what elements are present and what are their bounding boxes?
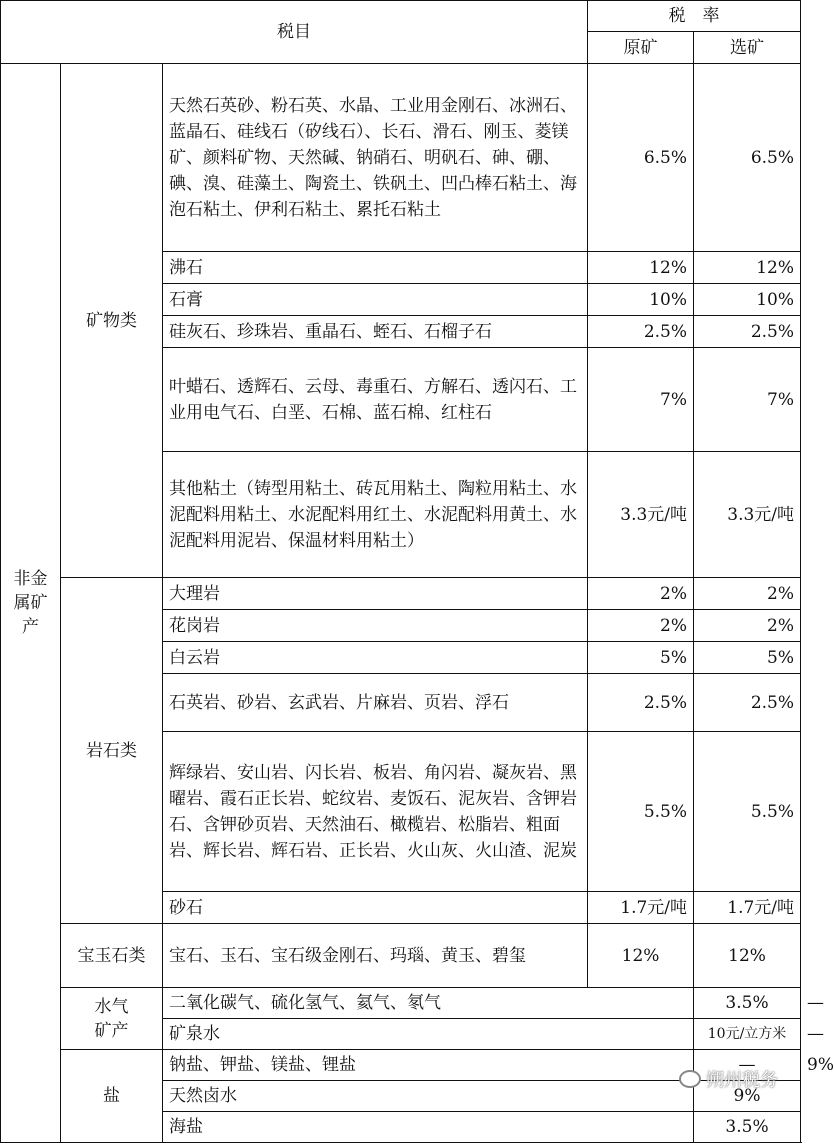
watermark bbox=[679, 1066, 778, 1092]
table-row: 花岗岩 bbox=[163, 610, 588, 642]
processed-rate: 12% bbox=[694, 252, 801, 284]
raw-rate: 12% bbox=[588, 252, 694, 284]
raw-rate: 10元/立方米 bbox=[694, 1019, 801, 1050]
group-gem: 宝玉石类 bbox=[61, 924, 163, 988]
processed-rate: 5% bbox=[694, 642, 801, 674]
raw-rate: 9% bbox=[694, 1081, 801, 1112]
table-row: 钠盐、钾盐、镁盐、锂盐 bbox=[163, 1050, 694, 1081]
group-water-gas: 水气矿产 bbox=[61, 988, 163, 1050]
group-nonmetal: 非金属矿产 bbox=[1, 64, 61, 1143]
group-rock: 岩石类 bbox=[61, 578, 163, 924]
raw-rate: 2% bbox=[588, 610, 694, 642]
table-row: 砂石 bbox=[163, 892, 588, 924]
raw-rate: 10% bbox=[588, 284, 694, 316]
wechat-icon bbox=[679, 1070, 701, 1088]
header-tax-rate: 税 率 bbox=[588, 1, 801, 32]
table-row: 其他粘土（铸型用粘土、砖瓦用粘土、陶粒用粘土、水泥配料用粘土、水泥配料用红土、水泥配料用黄土、水泥配料用泥岩、保温材料用粘土） bbox=[163, 452, 588, 578]
group-salt: 盐 bbox=[61, 1050, 163, 1143]
table-row: 石膏 bbox=[163, 284, 588, 316]
header-raw-ore: 原矿 bbox=[588, 32, 694, 64]
header-processed-ore: 选矿 bbox=[694, 32, 801, 64]
table-row: 辉绿岩、安山岩、闪长岩、板岩、角闪岩、凝灰岩、黑曜岩、霞石正长岩、蛇纹岩、麦饭石、泥灰岩、含钾岩石、含钾砂页岩、天然油石、橄榄岩、松脂岩、粗面岩、辉长岩、辉石岩、正长岩、火山灰、火山渣、泥炭 bbox=[163, 732, 588, 892]
raw-rate: 5% bbox=[588, 642, 694, 674]
raw-rate: 3.3元/吨 bbox=[588, 452, 694, 578]
table-row: 叶蜡石、透辉石、云母、毒重石、方解石、透闪石、工业用电气石、白垩、石棉、蓝石棉、红柱石 bbox=[163, 348, 588, 452]
table-row: 沸石 bbox=[163, 252, 588, 284]
table-row: 海盐 bbox=[163, 1112, 694, 1143]
processed-rate: 10% bbox=[694, 284, 801, 316]
raw-rate: 7% bbox=[588, 348, 694, 452]
processed-rate: 2.5% bbox=[694, 674, 801, 732]
table-row: 矿泉水 bbox=[163, 1019, 694, 1050]
combined-rate: 3.5% bbox=[694, 1112, 801, 1143]
processed-rate: 2.5% bbox=[694, 316, 801, 348]
watermark-text: 朔州税务 bbox=[706, 1070, 778, 1091]
raw-rate: 1.7元/吨 bbox=[588, 892, 694, 924]
raw-rate: 2% bbox=[588, 578, 694, 610]
table-row: 宝石、玉石、宝石级金刚石、玛瑙、黄玉、碧玺 bbox=[163, 924, 588, 988]
table-row: 大理岩 bbox=[163, 578, 588, 610]
table-row: 天然卤水 bbox=[163, 1081, 694, 1112]
raw-rate: 2.5% bbox=[588, 316, 694, 348]
processed-rate: 1.7元/吨 bbox=[694, 892, 801, 924]
processed-rate: 3.3元/吨 bbox=[694, 452, 801, 578]
raw-rate: 5.5% bbox=[588, 732, 694, 892]
raw-rate: 12% bbox=[588, 924, 694, 988]
table-row: 二氧化碳气、硫化氢气、氦气、氡气 bbox=[163, 988, 694, 1019]
processed-rate: 7% bbox=[694, 348, 801, 452]
raw-rate: 6.5% bbox=[588, 64, 694, 252]
processed-rate: 5.5% bbox=[694, 732, 801, 892]
raw-rate: 3.5% bbox=[694, 988, 801, 1019]
table-row: 白云岩 bbox=[163, 642, 588, 674]
tax-rate-table: 税目 税 率 原矿 选矿 非金属矿产 矿物类 天然石英砂、粉石英、水晶、工业用金刚石、冰洲石、蓝晶石、硅线石（矽线石）、长石、滑石、刚玉、菱镁矿、颜料矿物、天然碱、钠硝石、明矾石、砷、硼、碘、溴、硅藻土、陶瓷土、铁矾土、凹凸棒石粘土、海泡石粘土、伊利石粘土、累托石粘土 6.5% 6.5% 沸石 12% 12% 石膏 10% 10% 硅灰石、珍珠岩、重晶石、蛭石、石榴子石 2.5% 2.5% 叶蜡石、透辉石、云母、毒重石、方解石、透闪石、工业用电气石、白垩、石棉、蓝石棉、红柱石 7% 7% 其他粘土（铸型用粘土、砖瓦用粘土、陶粒用粘土、水泥配料用粘土、水泥配料用红土、水泥配料用黄土、水泥配料用泥岩、保温材料用粘土） 3.3元/吨 3.3元/吨 岩石类 大理岩 2% 2% 花岗岩 2% 2% 白云岩 5% 5% 石英岩、砂岩、玄武岩、片麻岩、页岩、浮石 2.5% 2.5% 辉绿岩、安山岩、闪长岩、板岩、角闪岩、凝灰岩、黑曜岩、霞石正长岩、蛇纹岩、麦饭石、泥灰岩、含钾岩石、含钾砂页岩、天然油石、橄榄岩、松脂岩、粗面岩、辉长岩、辉石岩、正长岩、火山灰、火山渣、泥炭 5.5% 5.5% 砂石 1.7元/吨 1.7元/吨 宝玉石类 宝石、玉石、宝石级金刚石、玛瑙、黄玉、碧玺 12% 12% 水气矿产 二氧化碳气、硫化氢气、氦气、氡气 3.5% — 矿泉水 10元/立方米 — 盐 钠盐、钾盐、镁盐、锂盐 — 9% 天然卤水 9% 海盐 3.5% bbox=[0, 0, 801, 1143]
table-row: 硅灰石、珍珠岩、重晶石、蛭石、石榴子石 bbox=[163, 316, 588, 348]
processed-rate: 2% bbox=[694, 610, 801, 642]
header-tax-item: 税目 bbox=[1, 1, 588, 64]
processed-rate: 12% bbox=[694, 924, 801, 988]
processed-rate: 6.5% bbox=[694, 64, 801, 252]
group-mineral: 矿物类 bbox=[61, 64, 163, 578]
table-row: 石英岩、砂岩、玄武岩、片麻岩、页岩、浮石 bbox=[163, 674, 588, 732]
raw-rate: — bbox=[694, 1050, 801, 1081]
table-row: 天然石英砂、粉石英、水晶、工业用金刚石、冰洲石、蓝晶石、硅线石（矽线石）、长石、滑石、刚玉、菱镁矿、颜料矿物、天然碱、钠硝石、明矾石、砷、硼、碘、溴、硅藻土、陶瓷土、铁矾土、凹凸棒石粘土、海泡石粘土、伊利石粘土、累托石粘土 bbox=[163, 64, 588, 252]
raw-rate: 2.5% bbox=[588, 674, 694, 732]
processed-rate: 2% bbox=[694, 578, 801, 610]
